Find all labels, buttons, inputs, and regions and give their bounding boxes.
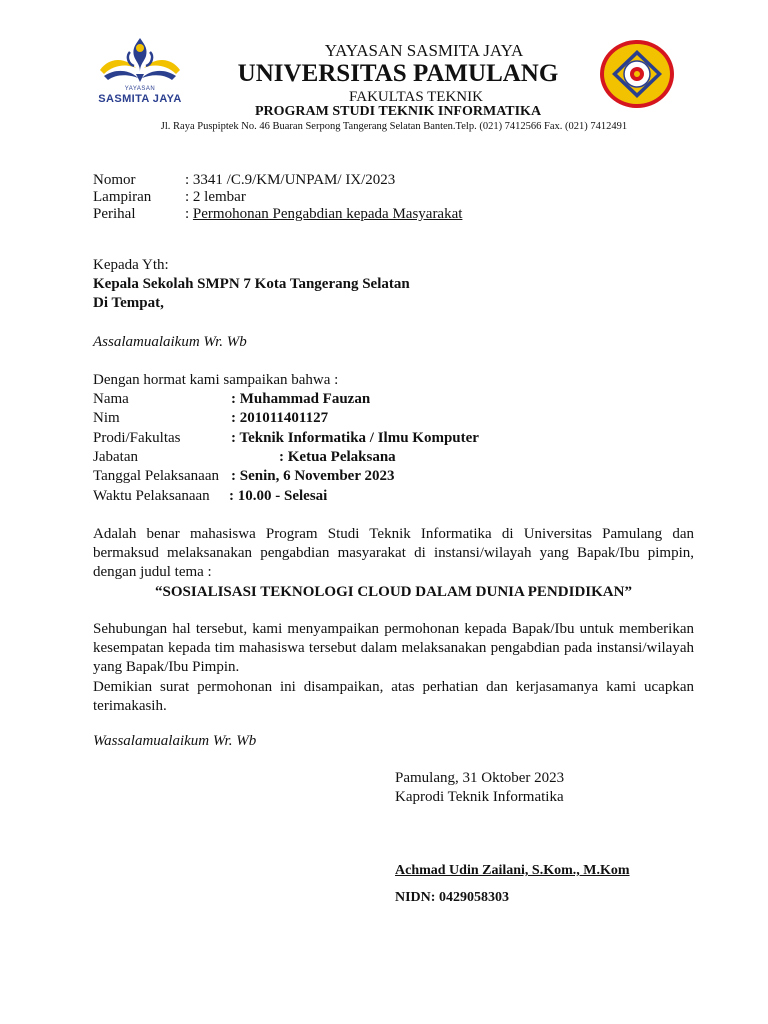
perihal-label: Perihal bbox=[93, 206, 136, 222]
nomor-value: : 3341 /C.9/KM/UNPAM/ IX/2023 bbox=[185, 172, 396, 188]
body-paragraph-1: Adalah benar mahasiswa Program Studi Teknik Informatika di Universitas Pamulang dan bermaksud melaksanakan pengabdian masyarakat di instansi/wilayah yang Bapak/Ibu pimpin, dengan judul tema : bbox=[93, 526, 694, 580]
recipient-place: Di Tempat, bbox=[93, 295, 164, 311]
lampiran-value: : 2 lembar bbox=[185, 189, 246, 205]
recipient-name: Kepala Sekolah SMPN 7 Kota Tangerang Selatan bbox=[93, 276, 410, 292]
detail-label: Prodi/Fakultas bbox=[93, 430, 181, 446]
detail-label: Tanggal Pelaksanaan bbox=[93, 468, 219, 484]
lampiran-label: Lampiran bbox=[93, 189, 152, 205]
program-name: PROGRAM STUDI TEKNIK INFORMATIKA bbox=[254, 104, 542, 119]
detail-value: : Teknik Informatika / Ilmu Komputer bbox=[231, 430, 479, 446]
signature-nidn: NIDN: 0429058303 bbox=[395, 890, 509, 905]
detail-label: Nama bbox=[93, 391, 129, 407]
detail-value: : Senin, 6 November 2023 bbox=[231, 468, 395, 484]
perihal-value: Permohonan Pengabdian kepada Masyarakat bbox=[192, 206, 463, 222]
detail-value: : Ketua Pelaksana bbox=[279, 449, 396, 465]
signature-role: Kaprodi Teknik Informatika bbox=[395, 789, 564, 805]
detail-value: : Muhammad Fauzan bbox=[231, 391, 371, 407]
logo-name-text: SASMITA JAYA bbox=[98, 93, 182, 105]
detail-value: : 10.00 - Selesai bbox=[229, 488, 328, 504]
nomor-label: Nomor bbox=[93, 172, 136, 188]
perihal-colon: : bbox=[185, 206, 190, 222]
theme-title: “SOSIALISASI TEKNOLOGI CLOUD DALAM DUNIA PENDIDIKAN” bbox=[155, 584, 632, 600]
detail-value: : 201011401127 bbox=[231, 410, 329, 426]
address-line: Jl. Raya Puspiptek No. 46 Buaran Serpong Tangerang Selatan Banten.Telp. (021) 7412566 Fax. (021) 7412491 bbox=[160, 121, 628, 132]
signature-name: Achmad Udin Zailani, S.Kom., M.Kom bbox=[395, 863, 630, 878]
recipient-greeting: Kepada Yth: bbox=[93, 257, 169, 273]
detail-label: Nim bbox=[93, 410, 120, 426]
body-paragraph-2: Sehubungan hal tersebut, kami menyampaikan permohonan kepada Bapak/Ibu untuk memberikan kesempatan kepada tim mahasiswa tersebut dalam melaksanakan pengabdian pada instansi/wilayah yang Bapak/Ibu Pimpin. bbox=[93, 621, 694, 675]
foundation-name: YAYASAN SASMITA JAYA bbox=[324, 41, 524, 60]
detail-label: Jabatan bbox=[93, 449, 138, 465]
salam-open: Assalamualaikum Wr. Wb bbox=[93, 334, 247, 350]
faculty-name: FAKULTAS TEKNIK bbox=[349, 89, 483, 105]
signature-place-date: Pamulang, 31 Oktober 2023 bbox=[395, 770, 565, 786]
logo-small-text: YAYASAN bbox=[124, 86, 156, 92]
intro-text: Dengan hormat kami sampaikan bahwa : bbox=[93, 372, 339, 388]
salam-close: Wassalamualaikum Wr. Wb bbox=[93, 733, 257, 749]
body-paragraph-3: Demikian surat permohonan ini disampaikan, atas perhatian dan kerjasamanya kami ucapkan terimakasih. bbox=[93, 679, 694, 714]
perihal-value-line bbox=[185, 205, 462, 224]
university-name: UNIVERSITAS PAMULANG bbox=[237, 60, 559, 87]
detail-label: Waktu Pelaksanaan bbox=[93, 488, 210, 504]
